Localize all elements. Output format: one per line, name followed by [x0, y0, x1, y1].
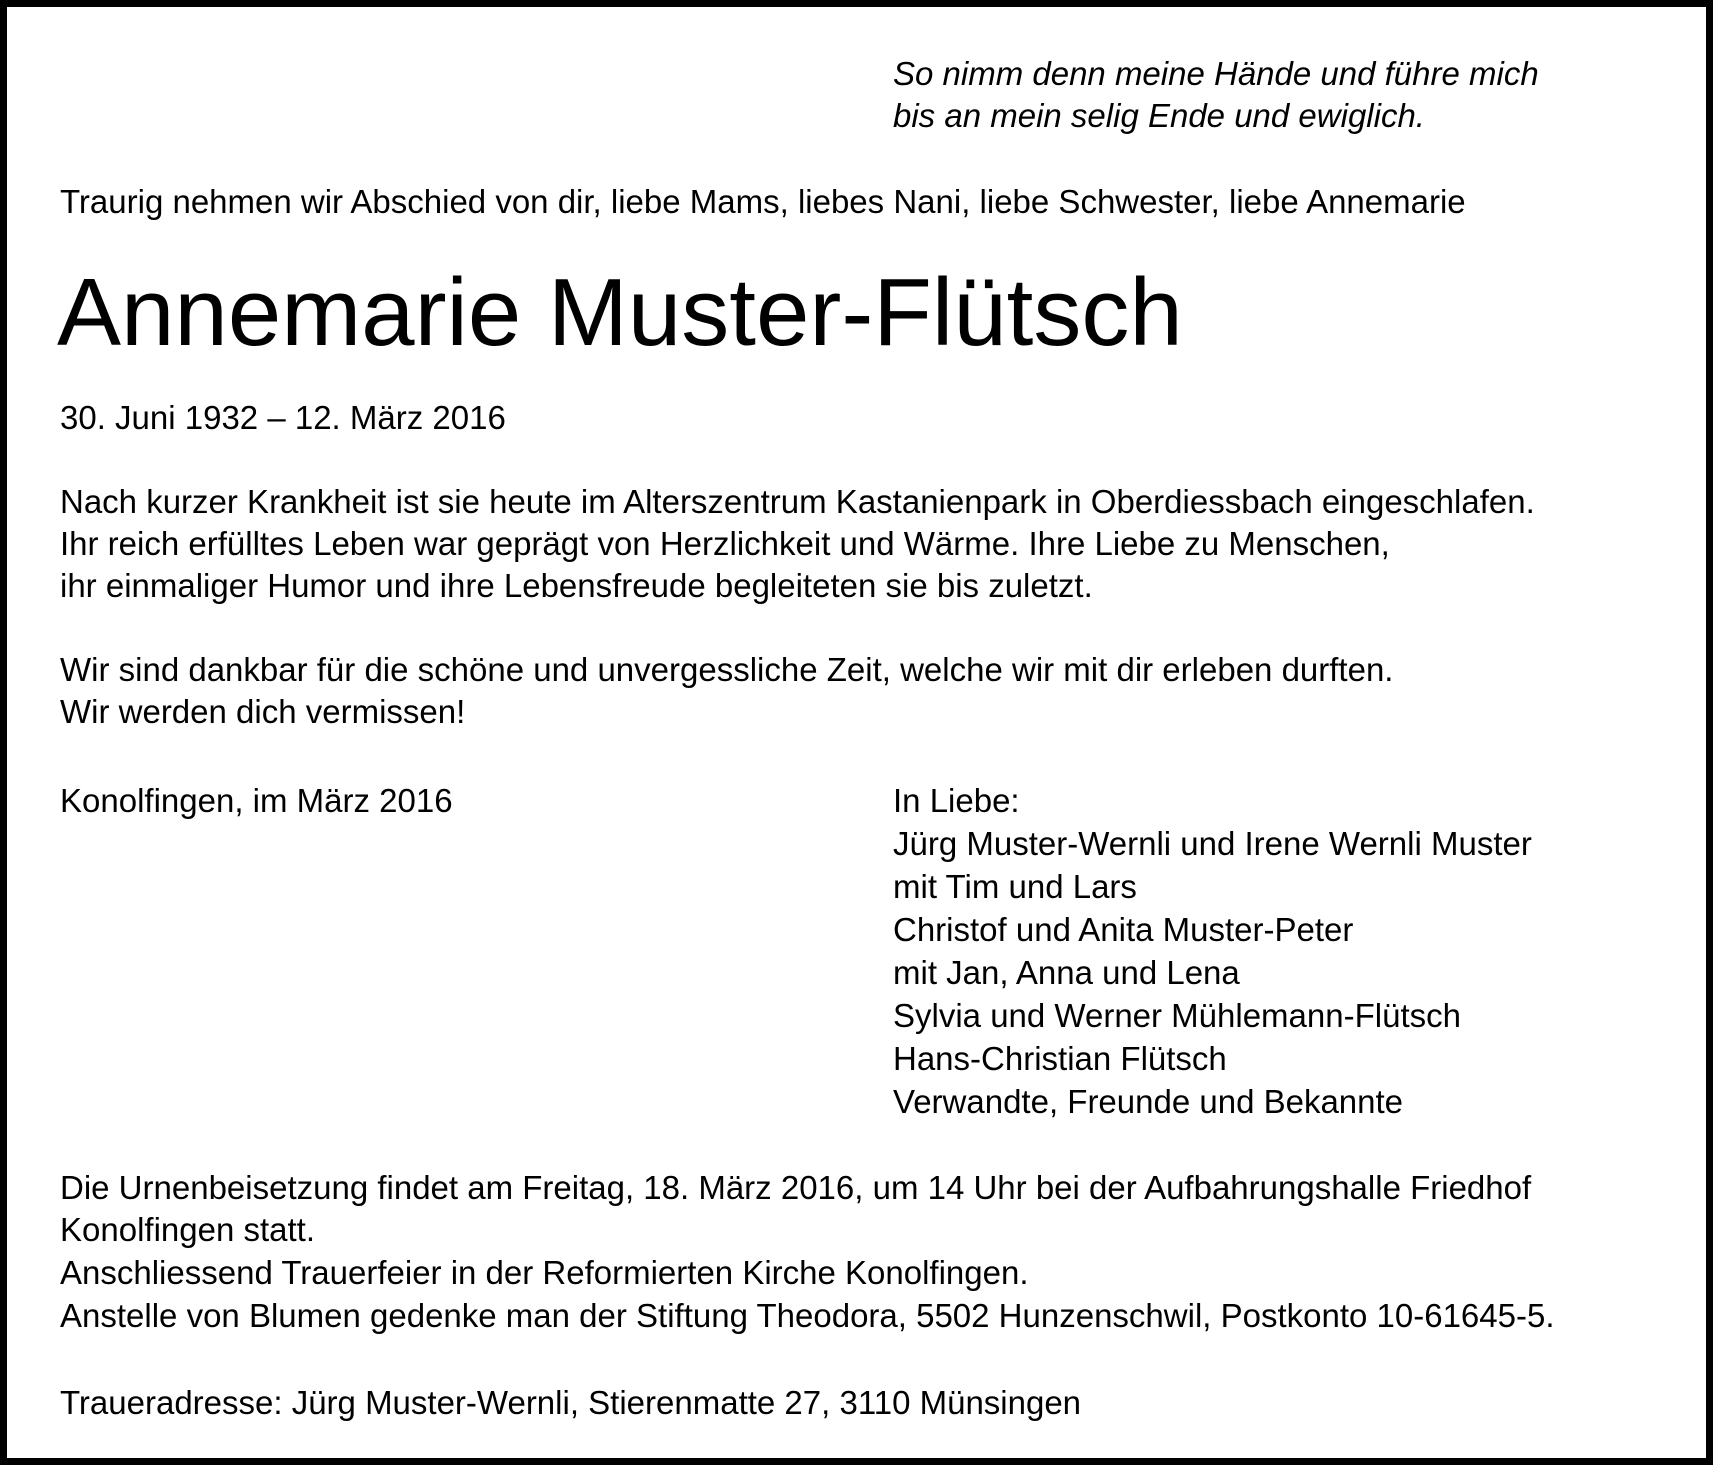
mourner-line: mit Tim und Lars: [893, 868, 1137, 905]
paragraph2-line-1: Wir sind dankbar für die schöne und unvergessliche Zeit, welche wir mit dir erleben durften.: [60, 651, 1394, 688]
mourner-line: Jürg Muster-Wernli und Irene Wernli Muster: [893, 825, 1532, 862]
mourner-line: Christof und Anita Muster-Peter: [893, 911, 1354, 948]
mourning-address: Traueradresse: Jürg Muster-Wernli, Stierenmatte 27, 3110 Münsingen: [60, 1384, 1082, 1421]
funeral-line-4: Anstelle von Blumen gedenke man der Stiftung Theodora, 5502 Hunzenschwil, Postkonto 10-61645-5.: [60, 1297, 1555, 1334]
life-dates: 30. Juni 1932 – 12. März 2016: [60, 399, 506, 436]
paragraph1-line-2: Ihr reich erfülltes Leben war geprägt von Herzlichkeit und Wärme. Ihre Liebe zu Menschen,: [60, 525, 1390, 562]
intro-text: Traurig nehmen wir Abschied von dir, liebe Mams, liebes Nani, liebe Schwester, liebe Annemarie: [60, 183, 1466, 220]
mourner-line: Verwandte, Freunde und Bekannte: [893, 1083, 1404, 1120]
mourner-line: mit Jan, Anna und Lena: [893, 954, 1240, 991]
funeral-line-3: Anschliessend Trauerfeier in der Reformierten Kirche Konolfingen.: [60, 1254, 1029, 1291]
deceased-name: Annemarie Muster-Flütsch: [57, 259, 1183, 366]
mourners-heading: In Liebe:: [893, 782, 1020, 819]
verse-line-1: So nimm denn meine Hände und führe mich: [893, 55, 1539, 92]
paragraph2-line-2: Wir werden dich vermissen!: [60, 693, 466, 730]
paragraph1-line-1: Nach kurzer Krankheit ist sie heute im Alterszentrum Kastanienpark in Oberdiessbach eingeschlafen.: [60, 483, 1535, 520]
verse-line-2: bis an mein selig Ende und ewiglich.: [893, 97, 1425, 134]
place-date: Konolfingen, im März 2016: [60, 782, 453, 819]
funeral-line-2: Konolfingen statt.: [60, 1211, 316, 1248]
funeral-line-1: Die Urnenbeisetzung findet am Freitag, 18. März 2016, um 14 Uhr bei der Aufbahrungshalle Friedhof: [60, 1169, 1532, 1206]
paragraph1-line-3: ihr einmaliger Humor und ihre Lebensfreude begleiteten sie bis zuletzt.: [60, 567, 1093, 604]
mourner-line: Sylvia und Werner Mühlemann-Flütsch: [893, 997, 1461, 1034]
mourner-line: Hans-Christian Flütsch: [893, 1040, 1227, 1077]
